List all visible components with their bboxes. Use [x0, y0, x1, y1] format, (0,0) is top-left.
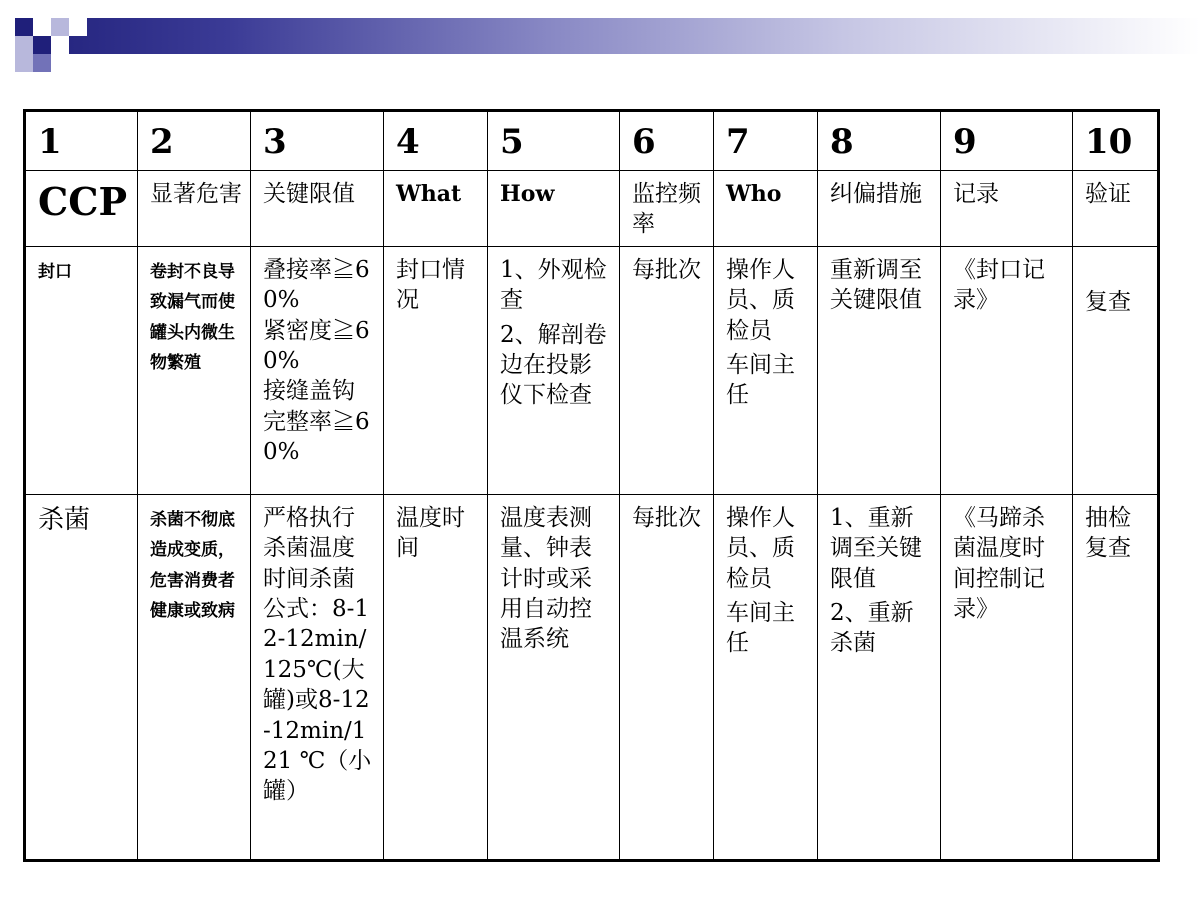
limit-line: 叠接率≧60%	[263, 257, 370, 314]
cell-what: 温度时间	[384, 495, 488, 861]
cell-ccp: 杀菌	[25, 495, 138, 861]
cell-critical-limit	[251, 247, 384, 495]
how-line: 1、外观检查	[500, 257, 607, 314]
who-header-label: Who	[726, 181, 782, 207]
column-header-verify: 验证	[1073, 171, 1159, 247]
column-header-critical-limit: 关键限值	[251, 171, 384, 247]
column-header-row	[25, 171, 1159, 247]
cell-frequency: 每批次	[620, 495, 714, 861]
column-header-ccp	[25, 171, 138, 247]
column-number: 8	[818, 111, 941, 171]
column-number: 4	[384, 111, 488, 171]
column-header-hazard: 显著危害	[138, 171, 251, 247]
correction-line: 1、重新调至关键限值	[830, 505, 922, 592]
column-number-row	[25, 111, 1159, 171]
limit-text: 严格执行杀菌温度时间杀菌公式：8-12-12min/125℃(大罐)或8-12-12min/121 ℃（小罐）	[263, 505, 372, 805]
column-number: 7	[714, 111, 818, 171]
table-row-sealing	[25, 247, 1159, 495]
limit-line: 紧密度≧60%	[263, 317, 370, 375]
how-line: 2、解剖卷边在投影仪下检查	[500, 321, 607, 409]
hazard-text: 杀菌不彻底造成变质，危害消费者健康或致病	[150, 510, 235, 622]
cell-what: 封口情况	[384, 247, 488, 495]
cell-record: 《马蹄杀菌温度时间控制记录》	[941, 495, 1073, 861]
header-square-decoration	[33, 54, 51, 72]
column-header-record: 记录	[941, 171, 1073, 247]
who-line: 操作人员、质检员	[726, 505, 795, 592]
cell-critical-limit	[251, 495, 384, 861]
column-number: 6	[620, 111, 714, 171]
ccp-header-label: CCP	[38, 179, 128, 224]
limit-line: 接缝盖钩完整率≧60%	[263, 378, 370, 466]
column-number: 3	[251, 111, 384, 171]
cell-who	[714, 247, 818, 495]
cell-verify: 抽检复查	[1073, 495, 1159, 861]
column-number: 9	[941, 111, 1073, 171]
cell-ccp	[25, 247, 138, 495]
header-square-decoration	[33, 18, 51, 36]
header-square-decoration	[69, 18, 87, 36]
column-number: 10	[1073, 111, 1159, 171]
header-gradient-bar	[15, 18, 1200, 54]
header-square-decoration	[15, 54, 33, 72]
column-header-what	[384, 171, 488, 247]
correction-line: 2、重新杀菌	[830, 600, 914, 657]
column-header-how	[488, 171, 620, 247]
header-square-decoration	[15, 36, 33, 54]
header-square-decoration	[51, 18, 69, 36]
what-header-label: What	[396, 181, 462, 207]
column-header-who	[714, 171, 818, 247]
who-line: 操作人员、质检员	[726, 257, 795, 344]
cell-hazard	[138, 247, 251, 495]
column-header-frequency: 监控频率	[620, 171, 714, 247]
who-line: 车间主任	[726, 600, 795, 657]
cell-how	[488, 247, 620, 495]
header-square-decoration	[33, 36, 51, 54]
header-square-decoration	[51, 36, 69, 54]
column-number: 2	[138, 111, 251, 171]
header-square-decoration	[15, 18, 33, 36]
cell-frequency: 每批次	[620, 247, 714, 495]
hazard-text: 卷封不良导致漏气而使罐头内微生物繁殖	[150, 262, 235, 374]
cell-how: 温度表测量、钟表计时或采用自动控温系统	[488, 495, 620, 861]
cell-record: 《封口记录》	[941, 247, 1073, 495]
cell-correction: 重新调至关键限值	[818, 247, 941, 495]
table-row-sterilization	[25, 495, 1159, 861]
cell-verify: 复查	[1073, 247, 1159, 495]
cell-correction	[818, 495, 941, 861]
column-number: 1	[25, 111, 138, 171]
column-number: 5	[488, 111, 620, 171]
who-line: 车间主任	[726, 352, 795, 409]
column-header-correction: 纠偏措施	[818, 171, 941, 247]
ccp-text: 封口	[38, 262, 72, 282]
how-header-label: How	[500, 181, 555, 207]
cell-hazard	[138, 495, 251, 861]
haccp-plan-table	[23, 109, 1160, 862]
cell-who	[714, 495, 818, 861]
